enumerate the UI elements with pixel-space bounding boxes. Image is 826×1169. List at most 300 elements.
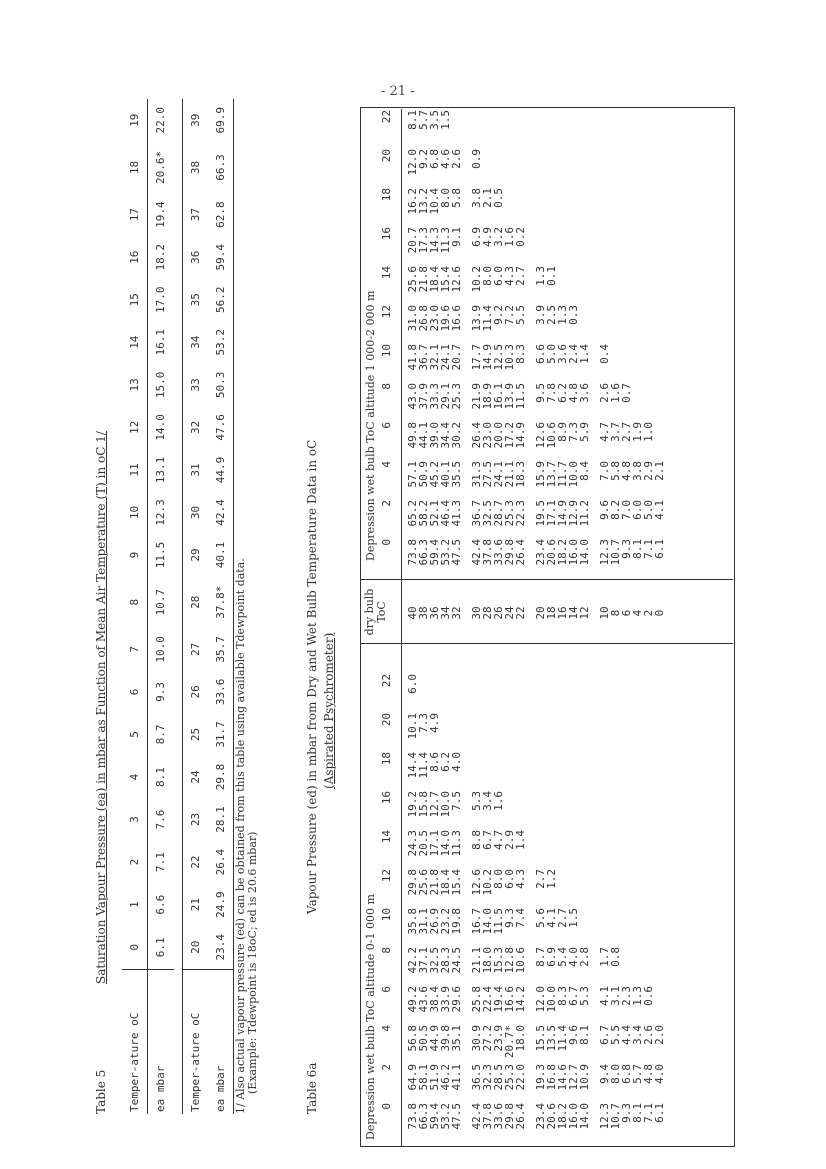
value-cell — [515, 188, 526, 227]
depression-label: 8 — [380, 947, 393, 954]
depression-label: 2 — [380, 500, 393, 507]
depression-label: 4 — [380, 461, 393, 468]
value-cell: 7.1 — [642, 539, 655, 559]
depression-label: 14 — [380, 830, 393, 844]
value-cell: 20.7* — [503, 1025, 516, 1059]
table5-cell: 66.3 — [208, 142, 234, 194]
value-cell: 14.0 — [439, 830, 452, 857]
value-cell: 25.3 — [503, 1064, 516, 1091]
value-cell: 59.4 — [428, 539, 441, 566]
value-cell: 31.0 — [406, 305, 419, 332]
value-cell — [579, 869, 590, 908]
value-cell: 24.1 — [492, 461, 505, 488]
value-cell: 5.8 — [450, 188, 463, 208]
value-cell: 24.5 — [450, 947, 463, 974]
value-cell: 29.1 — [439, 383, 452, 410]
value-cell: 16.6 — [503, 986, 516, 1013]
value-cell: 26.9 — [428, 908, 441, 935]
value-cell: 12.8 — [503, 947, 516, 974]
value-cell: 6.6 — [534, 344, 547, 364]
value-cell — [621, 947, 632, 986]
value-cell — [471, 752, 482, 791]
value-cell: 20.5 — [417, 830, 430, 857]
value-cell: 37.8 — [481, 1103, 494, 1130]
table5-cell: 6 — [122, 671, 148, 714]
value-cell: 11.7 — [556, 461, 569, 488]
drybulb-cell: 40 — [406, 606, 419, 620]
value-cell: 5.9 — [578, 422, 591, 442]
value-cell — [557, 674, 568, 713]
value-cell: 18.2 — [556, 539, 569, 566]
value-cell — [621, 674, 632, 713]
value-cell: 18.2 — [556, 1103, 569, 1130]
value-cell — [621, 188, 632, 227]
drybulb-row — [579, 593, 590, 633]
value-cell: 4.1 — [598, 986, 611, 1006]
value-cell — [632, 830, 643, 869]
value-cell: 32.3 — [481, 1064, 494, 1091]
drybulb-cell: 22 — [514, 606, 527, 620]
table5-row-header: Temper-ature oC — [122, 969, 148, 1114]
table5-cell: 6.6 — [154, 894, 168, 915]
depression-label: 16 — [380, 791, 393, 805]
value-cell: 2.6 — [598, 383, 611, 403]
value-cell — [643, 344, 654, 383]
value-cell: 29.8 — [503, 539, 516, 566]
value-cell — [621, 227, 632, 266]
value-cell: 7.3 — [417, 713, 430, 733]
value-cell: 16.2 — [406, 188, 419, 215]
table5-cell: 9 — [122, 534, 148, 577]
value-cell: 12.6 — [534, 422, 547, 449]
depression-label: 12 — [380, 869, 393, 883]
value-cell — [504, 791, 515, 830]
value-cell: 52.1 — [428, 500, 441, 527]
depression-label: 22 — [380, 110, 393, 124]
value-cell: 3.8 — [470, 188, 483, 208]
value-cell: 12.3 — [598, 539, 611, 566]
value-cell: 5.3 — [578, 986, 591, 1006]
value-cell: 53.2 — [439, 539, 452, 566]
value-cell — [418, 674, 429, 713]
table5-cell: 22.0 — [154, 107, 168, 134]
value-cell — [610, 830, 621, 869]
drybulb-cell: 4 — [631, 609, 644, 617]
value-cell — [440, 674, 451, 713]
table-row — [451, 110, 462, 578]
value-cell: 7.0 — [620, 500, 633, 520]
value-cell — [599, 266, 610, 305]
table5-cell: 5 — [122, 713, 148, 756]
value-cell: 14.4 — [406, 752, 419, 779]
value-cell: 8.0 — [492, 869, 505, 889]
value-cell — [632, 383, 643, 422]
value-cell: 29.8 — [406, 869, 419, 896]
value-cell — [482, 752, 493, 791]
depression-label: 0 — [380, 539, 393, 546]
value-cell: 11.4 — [417, 752, 430, 779]
depression-label: 6 — [380, 422, 393, 429]
value-cell: 28.5 — [492, 1064, 505, 1091]
table5-cell: 59.4 — [208, 236, 234, 279]
drybulb-cell: 26 — [492, 606, 505, 620]
depression-header-row — [381, 110, 392, 578]
value-cell: 14.9 — [556, 500, 569, 527]
value-cell: 19.6 — [439, 305, 452, 332]
value-cell: 15.9 — [534, 461, 547, 488]
value-cell — [621, 869, 632, 908]
drybulb-cell: 0 — [653, 609, 666, 617]
drybulb-cell: 20 — [534, 606, 547, 620]
table5-cell: 36 — [182, 236, 208, 279]
value-cell: 2.3 — [620, 986, 633, 1006]
table5-cell: 26.4 — [208, 841, 234, 884]
value-cell — [632, 227, 643, 266]
depression-label: 20 — [380, 149, 393, 163]
value-cell — [579, 752, 590, 791]
value-cell: 13.9 — [503, 383, 516, 410]
value-cell — [493, 752, 504, 791]
value-cell — [621, 305, 632, 344]
table5-row — [182, 99, 208, 1114]
value-cell — [621, 908, 632, 947]
value-cell — [632, 908, 643, 947]
table5-cell: 17 — [122, 193, 148, 236]
table-row — [451, 674, 462, 1142]
table6a-subtitle: (Aspirated Psychrometer) — [322, 632, 336, 789]
value-cell: 42.4 — [470, 539, 483, 566]
value-cell — [632, 752, 643, 791]
value-cell: 6.1 — [653, 539, 666, 559]
table5-cell: 24.9 — [208, 883, 234, 926]
table5-cell: 13.1 — [154, 456, 168, 484]
value-cell: 12.5 — [492, 344, 505, 371]
table5-cell: 14 — [122, 321, 148, 364]
table5-cell: 2 — [122, 841, 148, 884]
table5-cell: 18.2 — [154, 243, 168, 271]
value-cell: 3.7 — [609, 422, 622, 442]
value-cell — [632, 305, 643, 344]
table5-cell: 35 — [182, 278, 208, 321]
value-cell: 10.7 — [609, 539, 622, 566]
value-cell: 13.9 — [470, 305, 483, 332]
value-cell — [610, 227, 621, 266]
value-cell: 2.6 — [642, 1025, 655, 1045]
value-cell: 4.8 — [620, 461, 633, 481]
value-cell: 12.9 — [567, 500, 580, 527]
table6a-label: Table 6a — [305, 1062, 319, 1114]
value-cell — [610, 791, 621, 830]
table5-row — [174, 99, 183, 1114]
value-cell: 6.2 — [556, 383, 569, 403]
value-cell: 8.0 — [481, 266, 494, 286]
table5-row — [122, 99, 148, 1114]
value-cell: 26.4 — [470, 422, 483, 449]
value-cell: 23.9 — [492, 1025, 505, 1052]
value-cell: 42.2 — [406, 947, 419, 974]
value-cell: 11.4 — [481, 305, 494, 332]
value-cell: 6.0 — [631, 500, 644, 520]
value-cell — [535, 227, 546, 266]
value-cell — [621, 713, 632, 752]
table5-cell: 27 — [182, 628, 208, 671]
value-cell — [643, 305, 654, 344]
value-cell: 18.3 — [514, 461, 527, 488]
value-cell: 16.8 — [545, 1064, 558, 1091]
value-cell: 9.1 — [450, 227, 463, 247]
table5-cell: 33.6 — [208, 671, 234, 714]
drybulb-cell: 18 — [545, 606, 558, 620]
value-cell: 22.0 — [514, 1064, 527, 1091]
value-cell — [610, 674, 621, 713]
value-cell — [515, 791, 526, 830]
value-cell: 6.8 — [620, 1064, 633, 1084]
header-rule — [401, 109, 402, 1146]
value-cell — [568, 266, 579, 305]
value-cell — [482, 149, 493, 188]
value-cell: 5.7 — [417, 110, 430, 130]
value-cell: 58.2 — [417, 500, 430, 527]
value-cell: 14.6 — [556, 1064, 569, 1091]
value-cell: 12.0 — [406, 149, 419, 176]
value-cell — [654, 422, 665, 461]
value-cell: 10.1 — [406, 713, 419, 740]
value-cell: 10.4 — [428, 188, 441, 215]
value-cell — [643, 266, 654, 305]
value-cell: 9.4 — [598, 1064, 611, 1084]
depression-label: 12 — [380, 305, 393, 319]
table-row — [515, 674, 526, 1142]
value-cell — [654, 830, 665, 869]
table5-cell: 31 — [182, 449, 208, 492]
value-cell: 11.5 — [514, 383, 527, 410]
value-cell: 2.8 — [578, 947, 591, 967]
value-cell: 14.0 — [481, 908, 494, 935]
value-cell: 9.3 — [620, 1103, 633, 1123]
value-cell — [632, 110, 643, 149]
value-cell: 4.7 — [598, 422, 611, 442]
value-cell: 25.3 — [450, 383, 463, 410]
value-cell: 35.1 — [450, 1025, 463, 1052]
value-cell: 18.4 — [439, 869, 452, 896]
value-cell: 46.4 — [439, 500, 452, 527]
value-cell — [643, 227, 654, 266]
drybulb-row — [515, 593, 526, 633]
value-cell — [610, 305, 621, 344]
value-cell — [568, 830, 579, 869]
value-cell: 8.1 — [631, 539, 644, 559]
table5-cell: 31.7 — [208, 713, 234, 756]
value-cell: 8.9 — [556, 422, 569, 442]
value-cell: 6.2 — [439, 752, 452, 772]
value-cell — [482, 674, 493, 713]
value-cell: 10.0 — [545, 986, 558, 1013]
value-cell — [654, 110, 665, 149]
value-cell: 57.1 — [406, 461, 419, 488]
value-cell: 1.0 — [642, 422, 655, 442]
value-cell: 0.1 — [545, 266, 558, 286]
value-cell: 19.2 — [406, 791, 419, 818]
value-cell: 1.4 — [578, 344, 591, 364]
table5-cell: 7 — [122, 628, 148, 671]
value-cell: 5.5 — [514, 305, 527, 325]
value-cell — [451, 674, 462, 713]
value-cell — [568, 713, 579, 752]
table5-cell: 23 — [182, 798, 208, 841]
value-cell — [610, 908, 621, 947]
table5-title-text: Saturation Vapour Pressure (ea) in mbar as Function of Mean Air Temperature (T) in oC 1/ — [94, 431, 108, 984]
value-cell: 37.1 — [417, 947, 430, 974]
value-cell: 8.7 — [534, 947, 547, 967]
table5-footnote2: (Example: Tdewpoint is 18oC; ed is 20.6 mbar) — [246, 831, 259, 1094]
drybulb-cell: 32 — [450, 606, 463, 620]
value-cell: 11.3 — [450, 830, 463, 857]
value-cell: 73.8 — [406, 1103, 419, 1130]
value-cell: 4.0 — [567, 947, 580, 967]
value-cell: 26.4 — [514, 539, 527, 566]
value-cell: 27.5 — [481, 461, 494, 488]
value-cell — [557, 791, 568, 830]
divider-right — [361, 579, 733, 580]
value-cell: 10.0 — [567, 461, 580, 488]
drybulb-row — [451, 593, 462, 633]
value-cell: 1.3 — [556, 305, 569, 325]
value-cell — [610, 149, 621, 188]
value-cell: 1.5 — [439, 110, 452, 130]
right-depression-header — [381, 110, 392, 578]
value-cell — [632, 674, 643, 713]
table5-cell: 8 — [122, 576, 148, 628]
value-cell: 2.5 — [545, 305, 558, 325]
value-cell — [654, 791, 665, 830]
value-cell — [599, 149, 610, 188]
value-cell — [515, 752, 526, 791]
value-cell — [429, 674, 440, 713]
value-cell: 38.4 — [428, 986, 441, 1013]
drybulb-cell: 24 — [503, 606, 516, 620]
value-cell — [568, 149, 579, 188]
value-cell — [599, 752, 610, 791]
value-cell — [515, 713, 526, 752]
value-cell — [643, 383, 654, 422]
left-depression-header — [381, 674, 392, 1142]
value-cell — [632, 344, 643, 383]
value-cell — [621, 266, 632, 305]
value-cell: 1.3 — [534, 266, 547, 286]
value-cell: 0.9 — [470, 149, 483, 169]
value-cell — [654, 752, 665, 791]
value-cell: 23.0 — [481, 422, 494, 449]
value-cell: 30.2 — [450, 422, 463, 449]
table6a-title: Vapour Pressure (ed) in mbar from Dry and Wet Bulb Temperature Data in oC — [305, 439, 319, 914]
value-cell: 2.0 — [653, 1025, 666, 1045]
value-cell: 23.2 — [439, 908, 452, 935]
value-cell — [579, 188, 590, 227]
value-cell — [621, 344, 632, 383]
value-cell — [632, 947, 643, 986]
table5-cell: 8.7 — [154, 724, 168, 745]
value-cell: 2.7 — [534, 869, 547, 889]
table5-cell: 69.9 — [208, 99, 234, 142]
value-cell — [643, 188, 654, 227]
value-cell: 25.6 — [417, 869, 430, 896]
value-cell: 8.0 — [609, 1064, 622, 1084]
value-cell: 28.3 — [439, 947, 452, 974]
table5-gap — [174, 99, 183, 1114]
drybulb-cell: 36 — [428, 606, 441, 620]
table5-cell: 20.6* — [154, 150, 168, 185]
value-cell: 20.6 — [545, 539, 558, 566]
drybulb-cell: 10 — [598, 606, 611, 620]
table5-row-header: ea mbar — [148, 969, 174, 1114]
depression-label: 18 — [380, 188, 393, 202]
value-cell: 41.8 — [406, 344, 419, 371]
value-cell: 9.5 — [534, 383, 547, 403]
value-cell — [546, 713, 557, 752]
table5-cell: 21 — [182, 883, 208, 926]
value-cell: 10.6 — [545, 422, 558, 449]
table5-cell: 29.8 — [208, 756, 234, 799]
value-cell — [471, 713, 482, 752]
value-cell: 36.7 — [470, 500, 483, 527]
value-cell: 20.0 — [492, 422, 505, 449]
table5-cell: 47.6 — [208, 406, 234, 449]
value-cell: 44.1 — [417, 422, 430, 449]
value-cell: 49.8 — [406, 422, 419, 449]
value-cell: 11.4 — [556, 1025, 569, 1052]
value-cell: 0.6 — [642, 986, 655, 1006]
value-cell — [643, 713, 654, 752]
value-cell — [599, 227, 610, 266]
value-cell: 25.6 — [406, 266, 419, 293]
table5-cell: 24 — [182, 756, 208, 799]
value-cell — [643, 830, 654, 869]
drybulb-row — [654, 593, 665, 633]
value-cell: 8.3 — [514, 344, 527, 364]
value-cell — [599, 674, 610, 713]
value-cell: 6.0 — [406, 674, 419, 694]
value-cell — [621, 752, 632, 791]
value-cell: 50.5 — [417, 1025, 430, 1052]
value-cell — [535, 830, 546, 869]
value-cell: 9.6 — [567, 1025, 580, 1045]
value-cell — [557, 188, 568, 227]
page-number: - 21 - — [381, 84, 415, 99]
value-cell — [504, 188, 515, 227]
value-cell: 7.8 — [545, 383, 558, 403]
value-cell: 5.8 — [609, 461, 622, 481]
value-cell: 3.4 — [631, 1025, 644, 1045]
table5-cell: 20 — [182, 926, 208, 969]
value-cell — [504, 713, 515, 752]
value-cell: 8.6 — [428, 752, 441, 772]
value-cell: 6.7 — [598, 1025, 611, 1045]
value-cell: 14.0 — [578, 539, 591, 566]
table5-cell: 14.0 — [154, 414, 168, 441]
table5-cell: 40.1 — [208, 534, 234, 577]
value-cell — [654, 713, 665, 752]
table5-cell: 35.7 — [208, 628, 234, 671]
value-cell: 1.6 — [609, 383, 622, 403]
value-cell: 8.2 — [609, 500, 622, 520]
value-cell: 53.2 — [439, 1103, 452, 1130]
value-cell: 2.1 — [653, 461, 666, 481]
value-cell — [643, 674, 654, 713]
value-cell — [610, 869, 621, 908]
value-cell: 6.9 — [470, 227, 483, 247]
left-values — [407, 674, 665, 1142]
value-cell: 2.4 — [567, 344, 580, 364]
